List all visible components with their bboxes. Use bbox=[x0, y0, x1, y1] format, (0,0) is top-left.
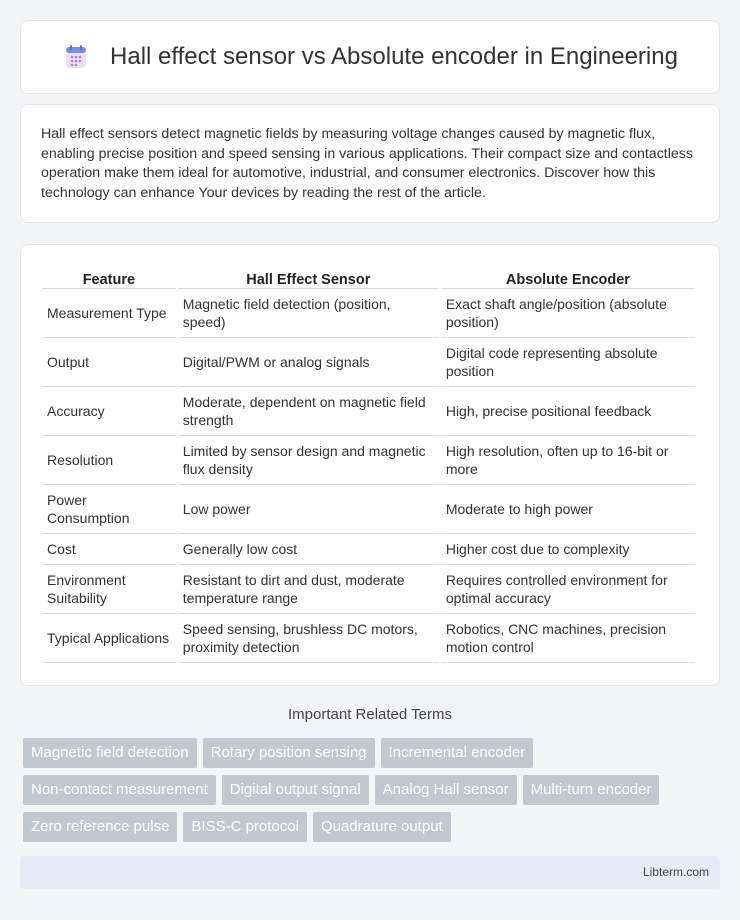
table-cell-hall: Limited by sensor design and magnetic flux density bbox=[178, 436, 439, 485]
table-cell-encoder: Moderate to high power bbox=[441, 485, 695, 534]
tag-biss-c-protocol[interactable]: BISS-C protocol bbox=[183, 812, 307, 842]
related-terms-title: Important Related Terms bbox=[288, 706, 452, 723]
table-row bbox=[42, 614, 695, 663]
footer-site-link[interactable]: Libterm.com bbox=[642, 865, 709, 879]
table-cell-hall: Speed sensing, brushless DC motors, proximity detection bbox=[178, 614, 439, 663]
table-cell-feature: Accuracy bbox=[42, 387, 176, 436]
table-cell-encoder: Exact shaft angle/position (absolute position) bbox=[441, 289, 695, 338]
table-cell-feature: Typical Applications bbox=[42, 614, 176, 663]
tag-zero-reference-pulse[interactable]: Zero reference pulse bbox=[23, 812, 177, 842]
table-row bbox=[42, 436, 695, 485]
tag-multi-turn-encoder[interactable]: Multi-turn encoder bbox=[523, 775, 660, 805]
header-card bbox=[20, 20, 720, 94]
tag-magnetic-field-detection[interactable]: Magnetic field detection bbox=[23, 738, 197, 768]
comparison-table bbox=[40, 265, 697, 663]
table-cell-feature: Output bbox=[42, 338, 176, 387]
tag-rotary-position-sensing[interactable]: Rotary position sensing bbox=[203, 738, 375, 768]
table-cell-feature: Power Consumption bbox=[42, 485, 176, 534]
intro-paragraph: Hall effect sensors detect magnetic fields by measuring voltage changes caused by magnetic flux, enabling precise position and speed sensing in various applications. Their compact size and contactless operation make them ideal for automotive, industrial, and consumer electronics. Discover how this technology can enhance Your devices by reading the rest of the article. bbox=[41, 126, 693, 201]
table-cell-hall: Resistant to dirt and dust, moderate temperature range bbox=[178, 565, 439, 614]
table-row bbox=[42, 387, 695, 436]
table-row bbox=[42, 338, 695, 387]
table-row bbox=[42, 565, 695, 614]
table-row bbox=[42, 485, 695, 534]
table-cell-encoder: Requires controlled environment for optimal accuracy bbox=[441, 565, 695, 614]
table-cell-feature: Cost bbox=[42, 534, 176, 565]
tag-analog-hall-sensor[interactable]: Analog Hall sensor bbox=[375, 775, 517, 805]
table-cell-encoder: Higher cost due to complexity bbox=[441, 534, 695, 565]
tag-non-contact-measurement[interactable]: Non-contact measurement bbox=[23, 775, 216, 805]
table-cell-hall: Generally low cost bbox=[178, 534, 439, 565]
table-cell-encoder: High, precise positional feedback bbox=[441, 387, 695, 436]
tag-quadrature-output[interactable]: Quadrature output bbox=[313, 812, 451, 842]
table-cell-encoder: Digital code representing absolute position bbox=[441, 338, 695, 387]
table-cell-feature: Resolution bbox=[42, 436, 176, 485]
table-row bbox=[42, 534, 695, 565]
table-cell-feature: Environment Suitability bbox=[42, 565, 176, 614]
tag-incremental-encoder[interactable]: Incremental encoder bbox=[381, 738, 534, 768]
tag-digital-output-signal[interactable]: Digital output signal bbox=[222, 775, 369, 805]
table-row bbox=[42, 289, 695, 338]
table-cell-encoder: High resolution, often up to 16-bit or more bbox=[441, 436, 695, 485]
table-cell-hall: Low power bbox=[178, 485, 439, 534]
comparison-table-card bbox=[20, 244, 720, 686]
table-cell-hall: Moderate, dependent on magnetic field strength bbox=[178, 387, 439, 436]
header-absolute-encoder: Absolute Encoder bbox=[441, 265, 695, 289]
calendar-grid-icon bbox=[62, 43, 90, 71]
table-cell-hall: Digital/PWM or analog signals bbox=[178, 338, 439, 387]
table-cell-feature: Measurement Type bbox=[42, 289, 176, 338]
header-feature: Feature bbox=[42, 265, 176, 289]
footer bbox=[20, 856, 720, 889]
intro-card bbox=[20, 104, 720, 223]
related-terms-tags bbox=[23, 738, 723, 842]
table-cell-hall: Magnetic field detection (position, speed) bbox=[178, 289, 439, 338]
header-hall-effect-sensor: Hall Effect Sensor bbox=[178, 265, 439, 289]
page-title: Hall effect sensor vs Absolute encoder in Engineering bbox=[110, 43, 678, 70]
table-cell-encoder: Robotics, CNC machines, precision motion control bbox=[441, 614, 695, 663]
table-header-row bbox=[42, 265, 695, 289]
